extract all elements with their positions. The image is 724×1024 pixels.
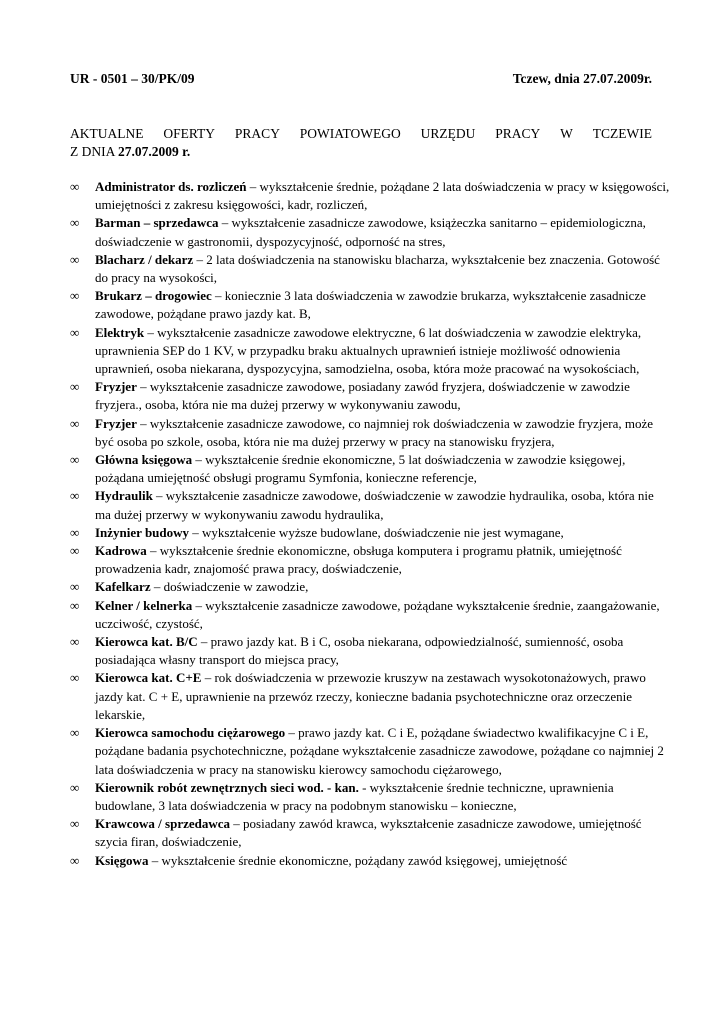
job-offer-item bbox=[70, 542, 670, 578]
job-offer-item bbox=[70, 324, 670, 379]
infinity-bullet-icon: ∞ bbox=[70, 215, 80, 231]
job-offer-item bbox=[70, 524, 670, 542]
infinity-bullet-icon: ∞ bbox=[70, 415, 80, 431]
infinity-bullet-icon: ∞ bbox=[70, 488, 80, 504]
job-offer-item bbox=[70, 779, 670, 815]
job-offer-item bbox=[70, 178, 670, 214]
infinity-bullet-icon: ∞ bbox=[70, 852, 80, 868]
job-offers-list bbox=[70, 178, 670, 870]
title-word: OFERTY bbox=[163, 126, 216, 141]
job-offer-title: Elektryk bbox=[95, 324, 145, 340]
infinity-bullet-icon: ∞ bbox=[70, 452, 80, 468]
job-offer-title: Hydraulik bbox=[95, 488, 153, 504]
job-offer-item bbox=[70, 815, 670, 851]
job-offer-title: Fryzjer bbox=[95, 379, 137, 395]
document-date: Tczew, dnia 27.07.2009r. bbox=[512, 71, 652, 86]
infinity-bullet-icon: ∞ bbox=[70, 725, 80, 741]
job-offer-title: Kierowca kat. B/C bbox=[95, 634, 198, 650]
job-offer-description: – wykształcenie średnie ekonomiczne, pożądany zawód księgowej, umiejętność bbox=[148, 852, 568, 868]
job-offer-description: – rok doświadczenia w przewozie kruszyw na zestawach wysokotonażowych, prawo jazdy kat. C + E, uprawnienie na przewóz rzeczy, konieczne badania psychotechniczne oraz orzeczenie lekarskie, bbox=[95, 670, 646, 722]
job-offer-description: – wykształcenie zasadnicze zawodowe, doświadczenie w zawodzie hydraulika, osoba, która nie ma dużej przerwy w wykonywaniu zawodu hydraulika, bbox=[95, 488, 654, 522]
job-offer-description: – 2 lata doświadczenia na stanowisku blacharza, wykształcenie bez znaczenia. Gotowość do pracy na wysokości, bbox=[95, 251, 660, 286]
infinity-bullet-icon: ∞ bbox=[70, 634, 80, 650]
job-offer-title: Kafelkarz bbox=[95, 579, 151, 595]
job-offer-description: – wykształcenie średnie ekonomiczne, 5 lat doświadczenia w zawodzie księgowej, pożądana umiejętność obsługi programu Symfonia, konieczne referencje, bbox=[95, 452, 626, 486]
infinity-bullet-icon: ∞ bbox=[70, 251, 80, 267]
document-reference-number: UR - 0501 – 30/PK/09 bbox=[70, 71, 195, 86]
job-offer-description: – wykształcenie zasadnicze zawodowe, książeczka sanitarno – epidemiologiczna, doświadczenie w gastronomii, dyspozycyjność, odporność na stres, bbox=[95, 215, 646, 249]
infinity-bullet-icon: ∞ bbox=[70, 779, 80, 795]
infinity-bullet-icon: ∞ bbox=[70, 579, 80, 595]
job-offer-description: – wykształcenie zasadnicze zawodowe, co najmniej rok doświadczenia w zawodzie fryzjera, może być osoba po szkole, osoba, która nie ma dużej przerwy w pracy na stanowisku fryzjera, bbox=[95, 415, 654, 449]
infinity-bullet-icon: ∞ bbox=[70, 179, 80, 194]
job-offer-title: Główna księgowa bbox=[95, 452, 193, 468]
infinity-bullet-icon: ∞ bbox=[70, 670, 80, 686]
job-offer-item bbox=[70, 251, 670, 287]
title-line-1 bbox=[70, 125, 652, 143]
job-offer-description: – prawo jazdy kat. C i E, pożądane świadectwo kwalifikacyjne C i E, pożądane badania psychotechniczne, pożądane wykształcenie zasadnicze zawodowe, pożądane co najmniej 2 lata doświadczenia w pracy na stanowisku kierowcy samochodu ciężarowego, bbox=[95, 725, 664, 777]
job-offer-title: Kierownik robót zewnętrznych sieci wod. - kan. bbox=[95, 779, 359, 795]
job-offer-description: – wykształcenie wyższe budowlane, doświadczenie nie jest wymagane, bbox=[189, 524, 564, 540]
document-title bbox=[70, 125, 652, 161]
job-offer-title: Fryzjer bbox=[95, 415, 137, 431]
title-word: URZĘDU bbox=[420, 126, 476, 141]
infinity-bullet-icon: ∞ bbox=[70, 524, 80, 540]
job-offer-item bbox=[70, 287, 670, 323]
infinity-bullet-icon: ∞ bbox=[70, 543, 80, 559]
title-word: POWIATOWEGO bbox=[299, 126, 401, 141]
job-offer-title: Administrator ds. rozliczeń bbox=[95, 179, 247, 194]
job-offer-item bbox=[70, 214, 670, 250]
title-date-prefix: Z DNIA bbox=[70, 144, 118, 159]
infinity-bullet-icon: ∞ bbox=[70, 597, 80, 613]
job-offer-title: Kelner / kelnerka bbox=[95, 597, 193, 613]
job-offer-title: Kierowca kat. C+E bbox=[95, 670, 202, 686]
job-offer-item bbox=[70, 597, 670, 633]
job-offer-description: – wykształcenie średnie ekonomiczne, obsługa komputera i programu płatnik, umiejętność prowadzenia kadr, znajomość prawa pracy, doświadczenie, bbox=[95, 543, 622, 577]
title-word: AKTUALNE bbox=[70, 126, 144, 141]
job-offer-description: – wykształcenie zasadnicze zawodowe elektryczne, 6 lat doświadczenia w zawodzie elektryka, uprawnienia SEP do 1 KV, w przypadku braku aktualnych uprawnień istnieje możliwość odnowienia uprawnień, osoba niekarana, dyspozycyjna, samodzielna, osoba, która może pracować na wysokościach, bbox=[95, 324, 642, 377]
job-offer-item bbox=[70, 724, 670, 779]
job-offer-item bbox=[70, 578, 670, 596]
job-offer-item bbox=[70, 852, 670, 870]
job-offer-item bbox=[70, 415, 670, 451]
infinity-bullet-icon: ∞ bbox=[70, 816, 80, 832]
job-offer-title: Barman – sprzedawca bbox=[95, 215, 219, 231]
job-offer-description: - wykształcenie średnie techniczne, uprawnienia budowlane, 3 lata doświadczenia w pracy na podobnym stanowisku – konieczne, bbox=[95, 779, 614, 813]
title-word: PRACY bbox=[495, 126, 541, 141]
job-offer-description: – wykształcenie średnie, pożądane 2 lata doświadczenia w pracy w księgowości, umiejętności z zakresu księgowości, kadr, rozliczeń, bbox=[95, 179, 670, 213]
job-offer-title: Księgowa bbox=[95, 852, 149, 868]
job-offer-item bbox=[70, 669, 670, 724]
job-offer-description: – prawo jazdy kat. B i C, osoba niekarana, odpowiedzialność, sumienność, osoba posiadająca własny transport do miejsca pracy, bbox=[95, 634, 624, 668]
job-offer-item bbox=[70, 451, 670, 487]
job-offer-item bbox=[70, 487, 670, 523]
title-line-2 bbox=[70, 143, 652, 161]
job-offer-title: Blacharz / dekarz bbox=[95, 251, 194, 267]
infinity-bullet-icon: ∞ bbox=[70, 288, 80, 304]
job-offer-title: Krawcowa / sprzedawca bbox=[95, 816, 231, 832]
title-word: TCZEWIE bbox=[592, 126, 652, 141]
infinity-bullet-icon: ∞ bbox=[70, 379, 80, 395]
job-offer-description: – koniecznie 3 lata doświadczenia w zawodzie brukarza, wykształcenie zasadnicze zawodowe, pożądane prawo jazdy kat. B, bbox=[95, 288, 646, 322]
job-offer-description: – doświadczenie w zawodzie, bbox=[150, 579, 309, 595]
job-offer-item bbox=[70, 378, 670, 414]
job-offer-title: Kadrowa bbox=[95, 543, 147, 559]
job-offer-description: – posiadany zawód krawca, wykształcenie zasadnicze zawodowe, umiejętność szycia firan, doświadczenie, bbox=[95, 816, 642, 850]
infinity-bullet-icon: ∞ bbox=[70, 324, 80, 340]
job-offer-description: – wykształcenie zasadnicze zawodowe, posiadany zawód fryzjera, doświadczenie w zawodzie fryzjera., osoba, która nie ma dużej przerwy w wykonywaniu zawodu, bbox=[95, 379, 630, 413]
job-offer-title: Inżynier budowy bbox=[95, 524, 190, 540]
job-offer-description: – wykształcenie zasadnicze zawodowe, pożądane wykształcenie średnie, zaangażowanie, uczciwość, czystość, bbox=[95, 597, 660, 631]
title-word: PRACY bbox=[234, 126, 280, 141]
job-offer-title: Kierowca samochodu ciężarowego bbox=[95, 725, 286, 741]
title-word: W bbox=[560, 126, 573, 141]
job-offer-title: Brukarz – drogowiec bbox=[95, 288, 212, 304]
job-offer-item bbox=[70, 633, 670, 669]
title-date: 27.07.2009 r. bbox=[118, 144, 191, 159]
